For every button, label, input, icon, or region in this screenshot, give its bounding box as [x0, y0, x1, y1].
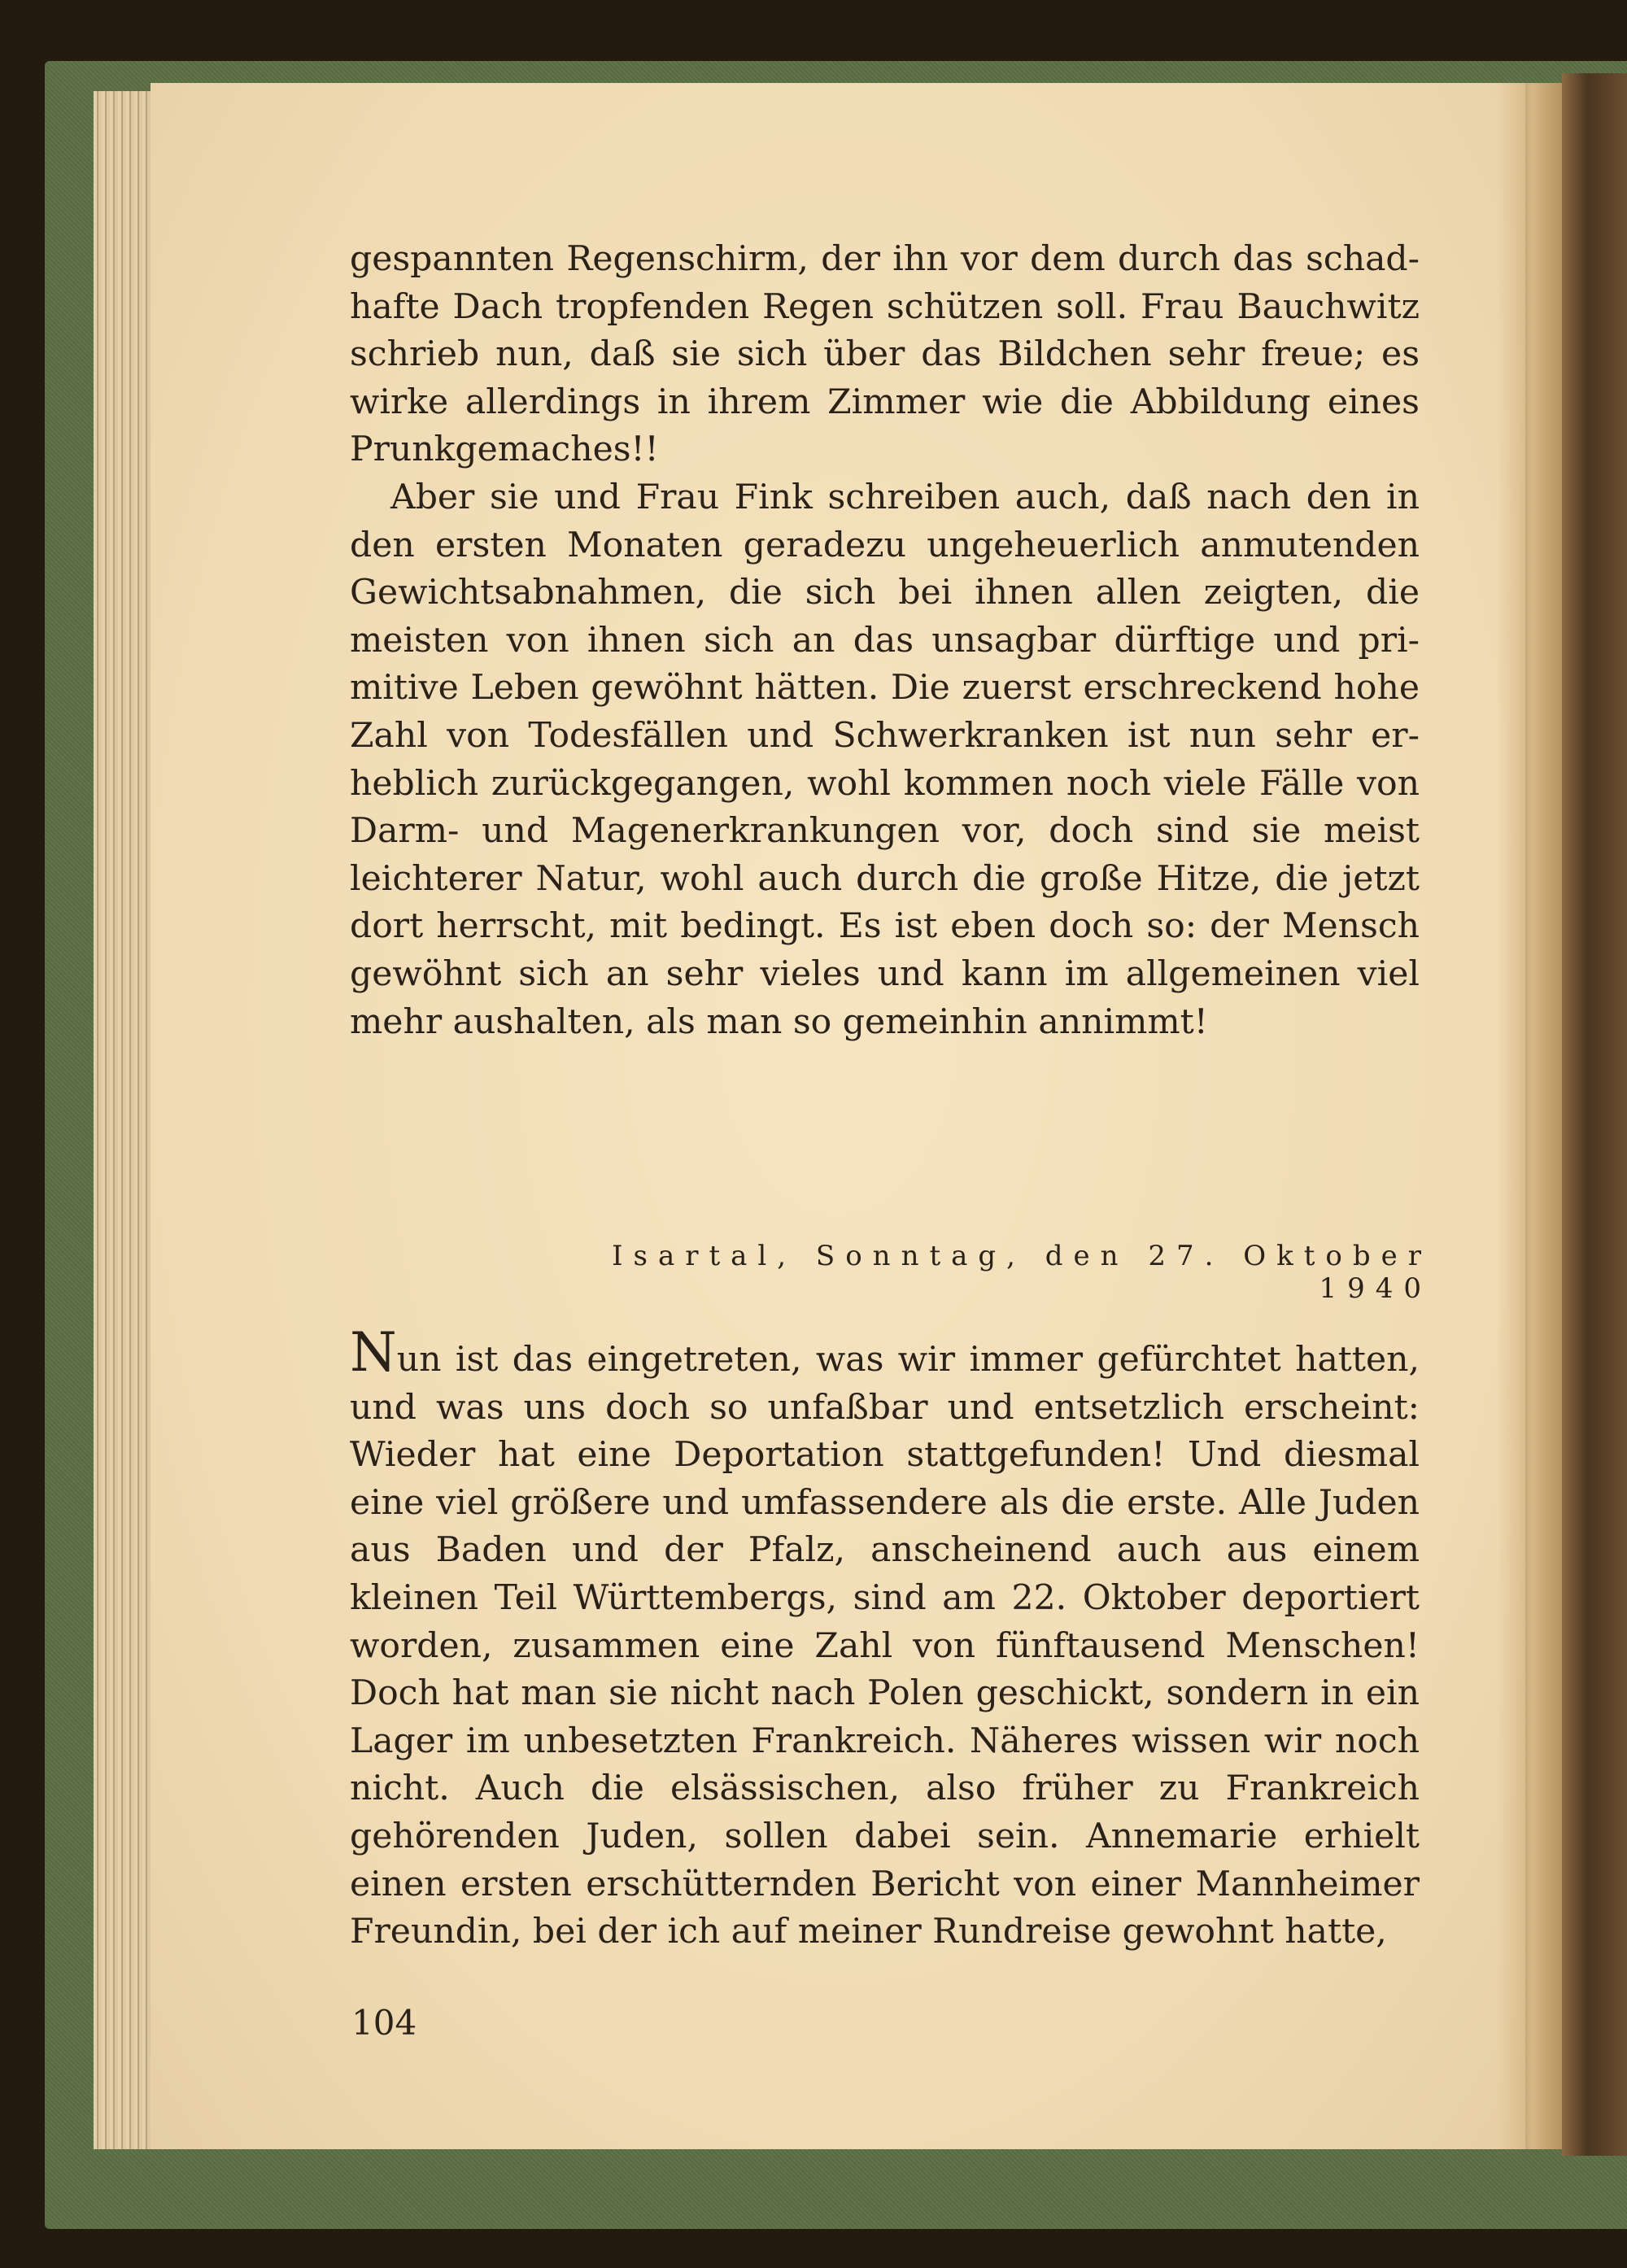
- entry-dateline: Isartal, Sonntag, den 27. Oktober 1940: [612, 1240, 1432, 1305]
- entry-body: un ist das eingetreten, was wir immer gefürchtet hatten, und was uns doch so unfaßbar und entsetzlich erscheint: Wieder hat eine Deportation stattgefunden! Und diesmal eine viel größere und umfassendere als die erste. Alle Juden aus Baden und der Pfalz, anscheinend auch aus einem kleinen Teil Württembergs, sind am 22. Oktober deportiert worden, zusammen eine Zahl von fünftausend Menschen! Doch hat man sie nicht nach Polen geschickt, sondern in ein Lager im unbesetzten Frankreich. Näheres wissen wir noch nicht. Auch die elsässischen, also früher zu Frankreich gehörenden Juden, sollen dabei sein. Annemarie erhielt einen ersten erschütternden Bericht von einer Mannheimer Freundin, bei der ich auf meiner Rundreise gewohnt hatte,: [350, 1340, 1420, 1952]
- page-edges: [94, 91, 159, 2149]
- paragraph: [350, 1321, 1420, 1956]
- book-spine: [1562, 73, 1627, 2156]
- page-number: 104: [351, 2003, 417, 2043]
- drop-cap: N: [350, 1321, 397, 1384]
- paragraph: Aber sie und Frau Fink schreiben auch, daß nach den in den ersten Monaten geradezu ungeheuerlich anmutenden Gewichtsabnahmen, die sich bei ihnen allen zeigten, die meisten von ihnen sich an das unsagbar dürftige und primitive Leben gewöhnt hätten. Die zuerst erschreckend hohe Zahl von Todesfällen und Schwerkranken ist nun sehr erheblich zurückgegangen, wohl kommen noch viele Fälle von Darm- und Magenerkrankungen vor, doch sind sie meist leichterer Natur, wohl auch durch die große Hitze, die jetzt dort herrscht, mit bedingt. Es ist eben doch so: der Mensch gewöhnt sich an sehr vieles und kann im allgemeinen viel mehr aushalten, als man so gemeinhin annimmt!: [350, 477, 1420, 1042]
- page-gutter-shadow: [1497, 83, 1566, 2149]
- diary-entry-text: [350, 1321, 1420, 1956]
- previous-entry-text: [350, 236, 1420, 1046]
- paragraph: gespannten Regenschirm, der ihn vor dem durch das schadhafte Dach tropfenden Regen schützen soll. Frau Bauchwitz schrieb nun, daß sie sich über das Bildchen sehr freue; es wirke allerdings in ihrem Zimmer wie die Abbildung eines Prunkgemaches!!: [350, 239, 1420, 470]
